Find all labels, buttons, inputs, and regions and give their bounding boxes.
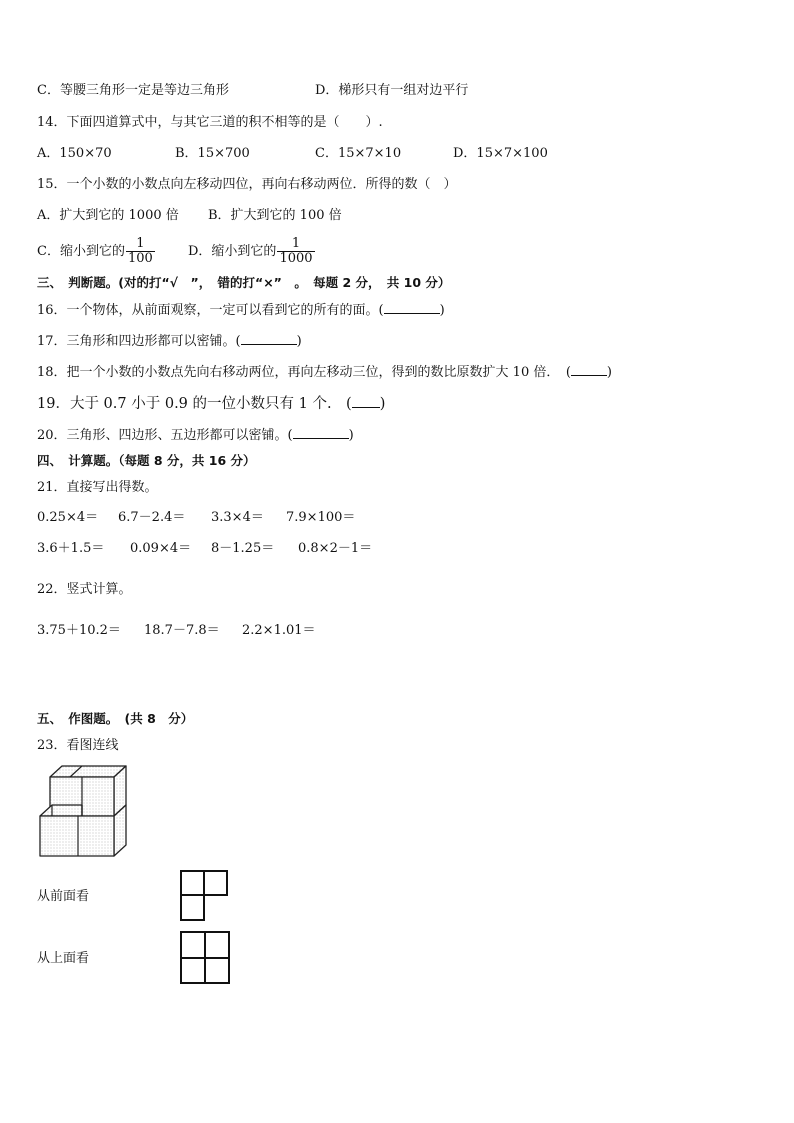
q15-option-c — [37, 237, 156, 266]
q19-stem: 19．大于 0.7 小于 0.9 的一位小数只有 1 个. ( — [37, 396, 352, 412]
q22-stem: 22．竖式计算。 — [37, 582, 132, 597]
q15-stem: 15．一个小数的小数点向左移动四位，再向右移动两位．所得的数（ ） — [37, 177, 457, 192]
q15-option-d-prefix: D．缩小到它的 — [188, 244, 277, 259]
q19 — [37, 395, 385, 413]
fraction — [277, 237, 314, 266]
section5-title: 五、 作图题。 (共 8 分） — [37, 711, 194, 726]
q18-stem: 18．把一个小数的小数点先向右移动两位，再向左移动三位，得到的数比原数扩大 10 倍． ( — [37, 365, 571, 380]
answer-blank[interactable] — [241, 332, 297, 345]
q23-top-label: 从上面看 — [37, 951, 90, 966]
cube-stack-figure — [38, 763, 130, 859]
front-view-shape[interactable] — [179, 869, 229, 923]
q20-close: ) — [348, 428, 354, 443]
q15-option-b: B．扩大到它的 100 倍 — [208, 208, 342, 223]
q17 — [37, 332, 302, 351]
q14-option-a: A．150×70 — [37, 146, 112, 161]
section4-title: 四、 计算题。（每题 8 分，共 16 分） — [37, 453, 256, 468]
q21-item: 7.9×100＝ — [286, 510, 356, 525]
q21-item: 0.8×2－1＝ — [298, 541, 373, 556]
fraction-numerator: 1 — [277, 237, 314, 252]
q13-option-d: D．梯形只有一组对边平行 — [315, 83, 469, 98]
q18-close: ) — [606, 365, 612, 380]
fraction-denominator: 1000 — [279, 251, 313, 266]
q18 — [37, 363, 612, 382]
q14-option-c: C．15×7×10 — [315, 146, 402, 161]
q16-stem: 16．一个物体，从前面观察，一定可以看到它的所有的面。( — [37, 303, 384, 318]
q17-stem: 17．三角形和四边形都可以密铺。( — [37, 334, 241, 349]
q21-item: 6.7－2.4＝ — [118, 510, 186, 525]
fraction-numerator: 1 — [126, 237, 155, 252]
q23-stem: 23．看图连线 — [37, 738, 119, 753]
top-view-shape[interactable] — [179, 930, 231, 986]
q15-option-a: A．扩大到它的 1000 倍 — [37, 208, 179, 223]
q13-option-c: C．等腰三角形一定是等边三角形 — [37, 83, 229, 98]
section3-title: 三、 判断题。(对的打“√ ”， 错的打“×” 。 每题 2 分， 共 10 分） — [37, 275, 451, 290]
q14-option-b: B．15×700 — [175, 146, 250, 161]
q21-stem: 21．直接写出得数。 — [37, 480, 158, 495]
q16 — [37, 301, 445, 320]
q14-stem: 14．下面四道算式中，与其它三道的积不相等的是（ ）. — [37, 115, 383, 130]
q17-close: ) — [296, 334, 302, 349]
q19-close: ) — [379, 396, 386, 412]
answer-blank[interactable] — [571, 363, 607, 376]
q22-item: 2.2×1.01＝ — [242, 623, 316, 638]
q14-option-d: D．15×7×100 — [453, 146, 548, 161]
q15-option-d — [188, 237, 316, 266]
q16-close: ) — [439, 303, 445, 318]
q21-item: 8－1.25＝ — [211, 541, 275, 556]
fraction-denominator: 100 — [127, 251, 153, 266]
q22-item: 3.75＋10.2＝ — [37, 623, 121, 638]
answer-blank[interactable] — [352, 395, 380, 408]
q22-item: 18.7－7.8＝ — [144, 623, 220, 638]
q21-item: 3.3×4＝ — [211, 510, 264, 525]
q21-item: 0.25×4＝ — [37, 510, 99, 525]
answer-blank[interactable] — [293, 426, 349, 439]
answer-blank[interactable] — [384, 301, 440, 314]
q20-stem: 20．三角形、四边形、五边形都可以密铺。( — [37, 428, 293, 443]
q21-item: 3.6＋1.5＝ — [37, 541, 105, 556]
q15-option-c-prefix: C．缩小到它的 — [37, 244, 125, 259]
q21-item: 0.09×4＝ — [130, 541, 192, 556]
q20 — [37, 426, 354, 445]
fraction — [126, 237, 155, 266]
q23-front-label: 从前面看 — [37, 889, 90, 904]
